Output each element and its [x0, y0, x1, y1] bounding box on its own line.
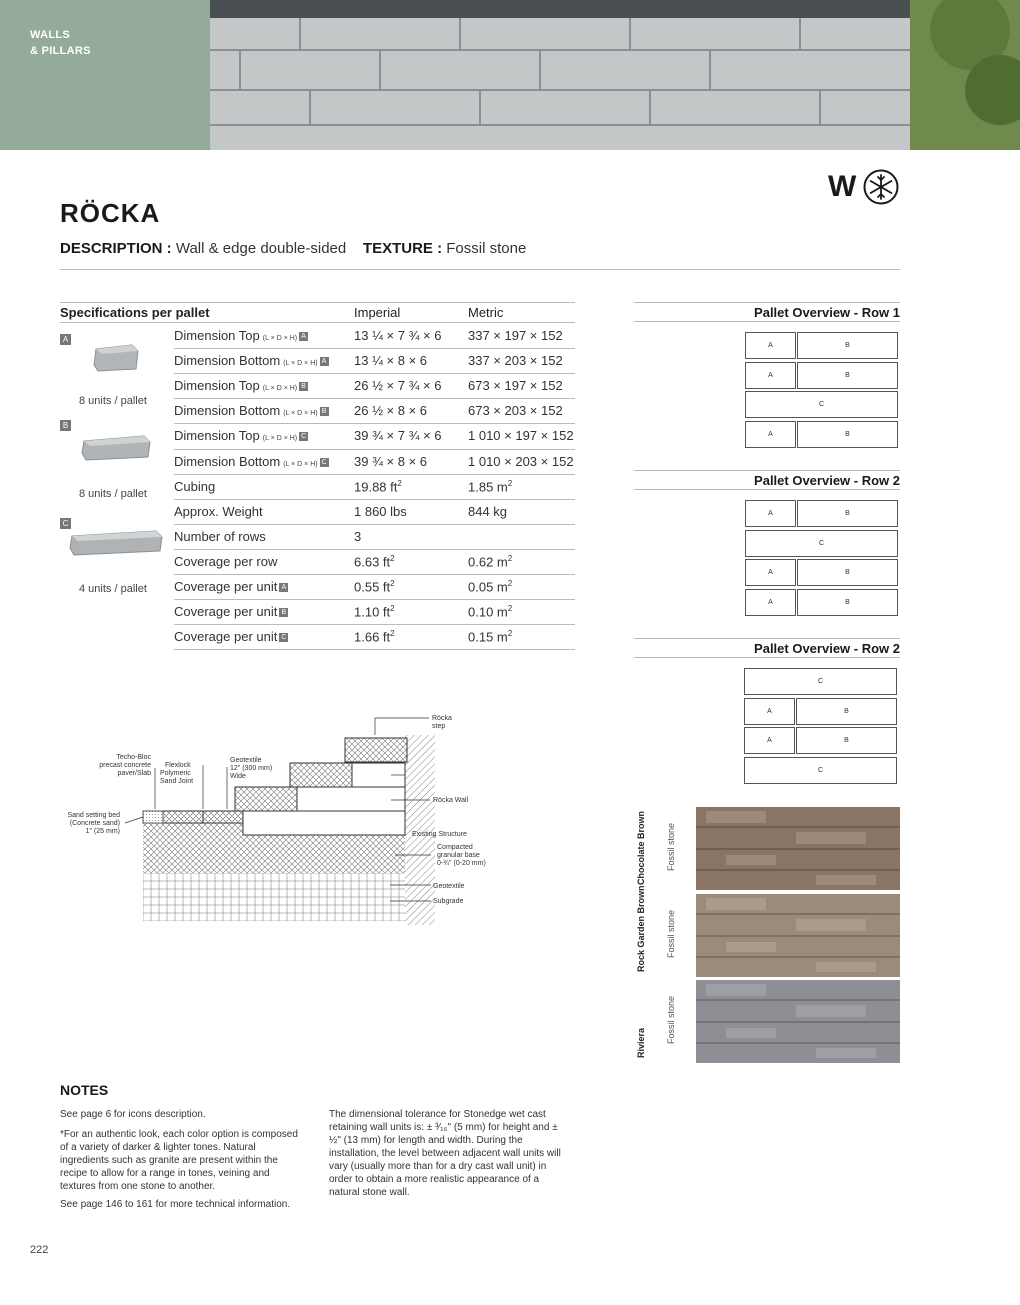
section-tag-line2: & PILLARS	[30, 45, 91, 57]
spec-row-rule	[174, 474, 575, 475]
pallet-rule	[634, 657, 900, 658]
spec-imperial	[354, 403, 427, 418]
pallet-unit-a: A	[745, 421, 796, 448]
spec-label	[174, 529, 266, 544]
spec-header-imperial: Imperial	[354, 305, 401, 320]
spec-imperial-value: 3	[354, 528, 362, 544]
color-name: Riviera	[636, 1027, 646, 1058]
spec-metric-value: 673 × 197 × 152	[468, 378, 563, 394]
pallet-unit-b: B	[797, 332, 898, 359]
spec-row-rule	[174, 649, 575, 650]
texture-label: TEXTURE :	[362, 240, 443, 257]
spec-label-dims: (L × D × H)	[262, 385, 298, 393]
product-title: RÖCKA	[60, 198, 161, 228]
spec-imperial	[354, 604, 395, 619]
spec-header-metric: Metric	[468, 305, 504, 320]
unit-c-image	[68, 528, 164, 558]
section-tag	[0, 0, 210, 150]
spec-label-text: Coverage per unit	[174, 629, 278, 645]
spec-label-dims: (L × D × H)	[262, 435, 298, 443]
diagram-label-sand-3: 1" (25 mm)	[85, 828, 120, 835]
pallet-unit-a: A	[745, 500, 796, 527]
spec-label-text: Number of rows	[174, 528, 266, 544]
spec-label-text: Coverage per row	[174, 553, 278, 569]
pallet-unit-a: A	[745, 559, 796, 586]
pallet-unit-b: B	[797, 421, 898, 448]
spec-label	[174, 378, 308, 393]
note-tolerance: The dimensional tolerance for Stonedge wet cast retaining wall units is: ± ³⁄₁₆" (5 mm) for height and ± ½" (13 mm) for length and width. During the installation, the level between adjacent wall units will vary (usually more than for a dry cast wall unit) in order to obtain a more realistic appearance of a natural stone wall.	[329, 1109, 561, 1198]
spec-unit-badge: C	[321, 458, 327, 466]
spec-imperial-sup: 2	[397, 478, 402, 488]
spec-metric-value: 337 × 197 × 152	[468, 328, 563, 343]
texture-value: Fossil stone	[446, 240, 527, 257]
spec-imperial-sup: 2	[390, 579, 395, 588]
diagram-label-techo-3: paver/Slab	[117, 770, 151, 777]
spec-metric	[468, 328, 563, 343]
spec-metric-value: 0.10 m	[468, 604, 508, 620]
hero-image	[210, 0, 1020, 150]
spec-imperial-value: 39 ¾ × 8 × 6	[354, 453, 428, 469]
page-number: 222	[30, 1244, 49, 1256]
spec-metric	[468, 554, 512, 569]
note-authentic-look: *For an authentic look, each color option is composed of a variety of darker & lighter tones. Natural ingredients such as granite are present within the recipe to allow for a range in tones, veining and textures from one stone to another.	[60, 1129, 298, 1192]
color-name: Chocolate Brown	[636, 810, 646, 885]
pallet-unit-b: B	[797, 500, 898, 527]
color-texture: Fossil stone	[666, 909, 676, 958]
spec-label-dims: (L × D × H)	[283, 460, 318, 468]
spec-imperial	[354, 428, 441, 443]
spec-metric	[468, 479, 512, 494]
spec-unit-badge: A	[279, 583, 288, 592]
spec-label	[174, 454, 329, 469]
pallet-unit-b: B	[797, 589, 898, 616]
spec-imperial	[354, 353, 427, 368]
diagram-label-compacted-3: 0-¾" (0-20 mm)	[437, 860, 486, 867]
spec-header-label: Specifications per pallet	[60, 305, 210, 320]
pallet-unit-a: A	[744, 727, 795, 754]
spec-label-text: Dimension Bottom	[174, 353, 281, 369]
spec-row-rule	[174, 423, 575, 424]
spec-metric-value: 1 010 × 197 × 152	[468, 428, 574, 444]
diagram-label-existing: Existing Structure	[412, 831, 467, 838]
spec-row-rule	[174, 524, 575, 525]
description-value: Wall & edge double-sided	[175, 240, 347, 257]
spec-metric	[468, 378, 563, 393]
spec-metric	[468, 353, 563, 368]
pallet-rule	[634, 470, 900, 471]
spec-label	[174, 604, 288, 619]
pallet-title: Pallet Overview - Row 2	[754, 641, 900, 656]
spec-label-dims: (L × D × H)	[262, 335, 298, 342]
spec-label-dims: (L × D × H)	[283, 410, 318, 418]
color-texture: Fossil stone	[666, 995, 676, 1044]
spec-imperial-value: 13 ¼ × 8 × 6	[354, 353, 428, 369]
diagram-label-flexlock-2: Polymeric	[160, 770, 191, 777]
spec-imperial-value: 13 ¼ × 7 ¾ × 6	[354, 328, 442, 343]
spec-row-rule	[174, 373, 575, 374]
spec-imperial-value: 1.66 ft	[354, 629, 391, 645]
spec-label-text: Cubing	[174, 478, 216, 494]
diagram-label-rocka-wall: Röcka Wall	[433, 797, 469, 804]
spec-metric	[468, 604, 512, 619]
diagram-label-flexlock-1: Flexlock	[165, 762, 191, 769]
pallet-rule	[634, 302, 900, 303]
unit-badge-a: A	[60, 334, 71, 345]
spec-metric-sup: 2	[507, 553, 513, 563]
spec-row-rule	[174, 599, 575, 600]
color-texture: Fossil stone	[666, 822, 676, 871]
spec-unit-badge: A	[320, 357, 329, 366]
unit-badge-b: B	[60, 420, 71, 431]
diagram-label-geotextile-top-3: Wide	[230, 773, 246, 780]
spec-metric	[468, 428, 574, 443]
spec-top-rule	[60, 302, 575, 303]
spec-metric	[468, 629, 512, 644]
color-swatch	[696, 807, 900, 890]
spec-metric-sup: 2	[507, 604, 513, 614]
spec-imperial-value: 1 860 lbs	[354, 503, 407, 519]
spec-label	[174, 629, 288, 644]
spec-unit-badge: B	[320, 407, 329, 416]
diagram-label-techo-2: precast concrete	[99, 762, 151, 769]
spec-row-rule	[174, 624, 575, 625]
spec-label-text: Dimension Top	[174, 428, 260, 444]
title-divider	[60, 269, 900, 270]
pallet-rule	[634, 321, 900, 322]
wall-icon-letter: W	[828, 170, 857, 203]
pallet-rule	[634, 638, 900, 639]
pallet-unit-c: C	[744, 668, 897, 695]
spec-metric-value: 337 × 203 × 152	[468, 353, 563, 369]
spec-label-text: Approx. Weight	[174, 503, 263, 519]
spec-imperial-value: 1.10 ft	[354, 604, 391, 620]
diagram-label-techo-1: Techo-Bloc	[116, 754, 151, 761]
diagram-label-subgrade: Subgrade	[433, 898, 464, 905]
spec-unit-badge: A	[299, 332, 308, 341]
diagram-label-rocka-step-2: step	[432, 723, 446, 730]
spec-label	[174, 479, 215, 494]
spec-imperial-value: 26 ½ × 7 ¾ × 6	[354, 378, 442, 394]
diagram-label-sand-1: Sand setting bed	[67, 812, 120, 819]
section-tag-line1: WALLS	[30, 29, 70, 41]
unit-a-image	[92, 343, 140, 373]
color-swatch	[696, 980, 900, 1063]
spec-row-rule	[174, 574, 575, 575]
spec-metric-value: 0.62 m	[468, 554, 508, 570]
spec-unit-badge: B	[279, 608, 288, 617]
unit-c-count: 4 units / pallet	[79, 583, 147, 595]
spec-imperial-sup: 2	[390, 553, 395, 563]
pallet-title: Pallet Overview - Row 1	[754, 305, 900, 320]
spec-metric-value: 0.05 m	[468, 579, 508, 595]
hero-wall-photo	[210, 0, 1020, 150]
pallet-unit-b: B	[796, 698, 897, 725]
spec-label-text: Coverage per unit	[174, 579, 278, 594]
spec-imperial	[354, 479, 402, 494]
pallet-unit-c: C	[745, 391, 898, 418]
spec-imperial	[354, 579, 395, 594]
spec-imperial-value: 6.63 ft	[354, 554, 391, 570]
note-icons: See page 6 for icons description.	[60, 1109, 206, 1120]
spec-metric	[468, 403, 563, 418]
spec-label	[174, 504, 263, 519]
color-name: Rock Garden Brown	[636, 885, 646, 972]
spec-imperial-value: 26 ½ × 8 × 6	[354, 403, 428, 419]
diagram-label-geotextile: Geotextile	[433, 883, 465, 890]
spec-imperial	[354, 378, 441, 393]
spec-imperial-value: 0.55 ft	[354, 579, 391, 595]
diagram-label-rocka-step-1: Röcka	[432, 715, 452, 722]
pallet-unit-a: A	[744, 698, 795, 725]
spec-imperial	[354, 554, 395, 569]
pallet-unit-b: B	[797, 559, 898, 586]
spec-label-text: Dimension Top	[174, 328, 260, 343]
spec-label-text: Coverage per unit	[174, 604, 278, 620]
spec-metric-sup: 2	[507, 629, 513, 639]
spec-label	[174, 328, 308, 343]
unit-badge-c: C	[60, 518, 71, 529]
pallet-unit-b: B	[796, 727, 897, 754]
spec-label-text: Dimension Top	[174, 378, 260, 394]
spec-metric-value: 0.15 m	[468, 629, 508, 645]
spec-imperial	[354, 454, 427, 469]
note-technical-info: See page 146 to 161 for more technical information.	[60, 1199, 291, 1210]
description-label: DESCRIPTION :	[60, 240, 172, 257]
pallet-unit-c: C	[744, 757, 897, 784]
spec-imperial-sup: 2	[390, 629, 395, 639]
spec-metric-sup: 2	[507, 478, 513, 488]
spec-imperial-value: 39 ¾ × 7 ¾ × 6	[354, 428, 442, 444]
spec-label-text: Dimension Bottom	[174, 453, 281, 469]
diagram-label-compacted-2: granular base	[437, 852, 480, 859]
pallet-title: Pallet Overview - Row 2	[754, 473, 900, 488]
diagram-label-geotextile-top-1: Geotextile	[230, 757, 262, 764]
notes-title: NOTES	[60, 1082, 109, 1098]
spec-metric-value: 673 × 203 × 152	[468, 403, 563, 419]
diagram-label-geotextile-top-2: 12" (300 mm)	[230, 765, 273, 772]
spec-header-rule	[60, 322, 575, 323]
pallet-unit-b: B	[797, 362, 898, 389]
spec-label	[174, 579, 288, 594]
spec-unit-badge: B	[299, 382, 308, 391]
spec-imperial	[354, 328, 441, 343]
spec-label	[174, 554, 277, 569]
spec-metric-sup: 2	[507, 579, 513, 588]
spec-imperial-sup: 2	[390, 604, 395, 614]
spec-label-dims: (L × D × H)	[283, 360, 318, 368]
pallet-unit-a: A	[745, 589, 796, 616]
diagram-label-sand-2: (Concrete sand)	[69, 820, 120, 827]
spec-row-rule	[174, 549, 575, 550]
spec-row-rule	[174, 398, 575, 399]
spec-metric-value: 844 kg	[468, 503, 508, 519]
diagram-label-compacted-1: Compacted	[437, 844, 473, 851]
product-description	[60, 240, 526, 257]
unit-a-count: 8 units / pallet	[79, 395, 147, 407]
unit-b-count: 8 units / pallet	[79, 488, 147, 500]
spec-imperial	[354, 504, 407, 519]
spec-metric	[468, 579, 512, 594]
spec-unit-badge: C	[281, 634, 287, 642]
pallet-unit-c: C	[745, 530, 898, 557]
spec-label	[174, 353, 329, 368]
spec-metric-value: 1 010 × 203 × 152	[468, 453, 574, 469]
spec-metric	[468, 454, 574, 469]
installation-diagram	[55, 705, 535, 925]
spec-metric	[468, 504, 507, 519]
spec-row-rule	[174, 449, 575, 450]
spec-label	[174, 428, 308, 443]
spec-unit-badge: C	[301, 433, 307, 441]
snowflake-icon	[863, 169, 899, 205]
unit-b-image	[80, 433, 152, 463]
spec-metric-value: 1.85 m	[468, 478, 508, 494]
pallet-rule	[634, 489, 900, 490]
spec-imperial	[354, 529, 361, 544]
spec-label-text: Dimension Bottom	[174, 403, 281, 419]
pallet-unit-a: A	[745, 362, 796, 389]
spec-label	[174, 403, 329, 418]
spec-row-rule	[174, 348, 575, 349]
diagram-label-flexlock-3: Sand Joint	[160, 778, 194, 785]
pallet-unit-a: A	[745, 332, 796, 359]
spec-imperial	[354, 629, 395, 644]
spec-imperial-value: 19.88 ft	[354, 478, 398, 494]
spec-row-rule	[174, 499, 575, 500]
color-swatch	[696, 894, 900, 977]
